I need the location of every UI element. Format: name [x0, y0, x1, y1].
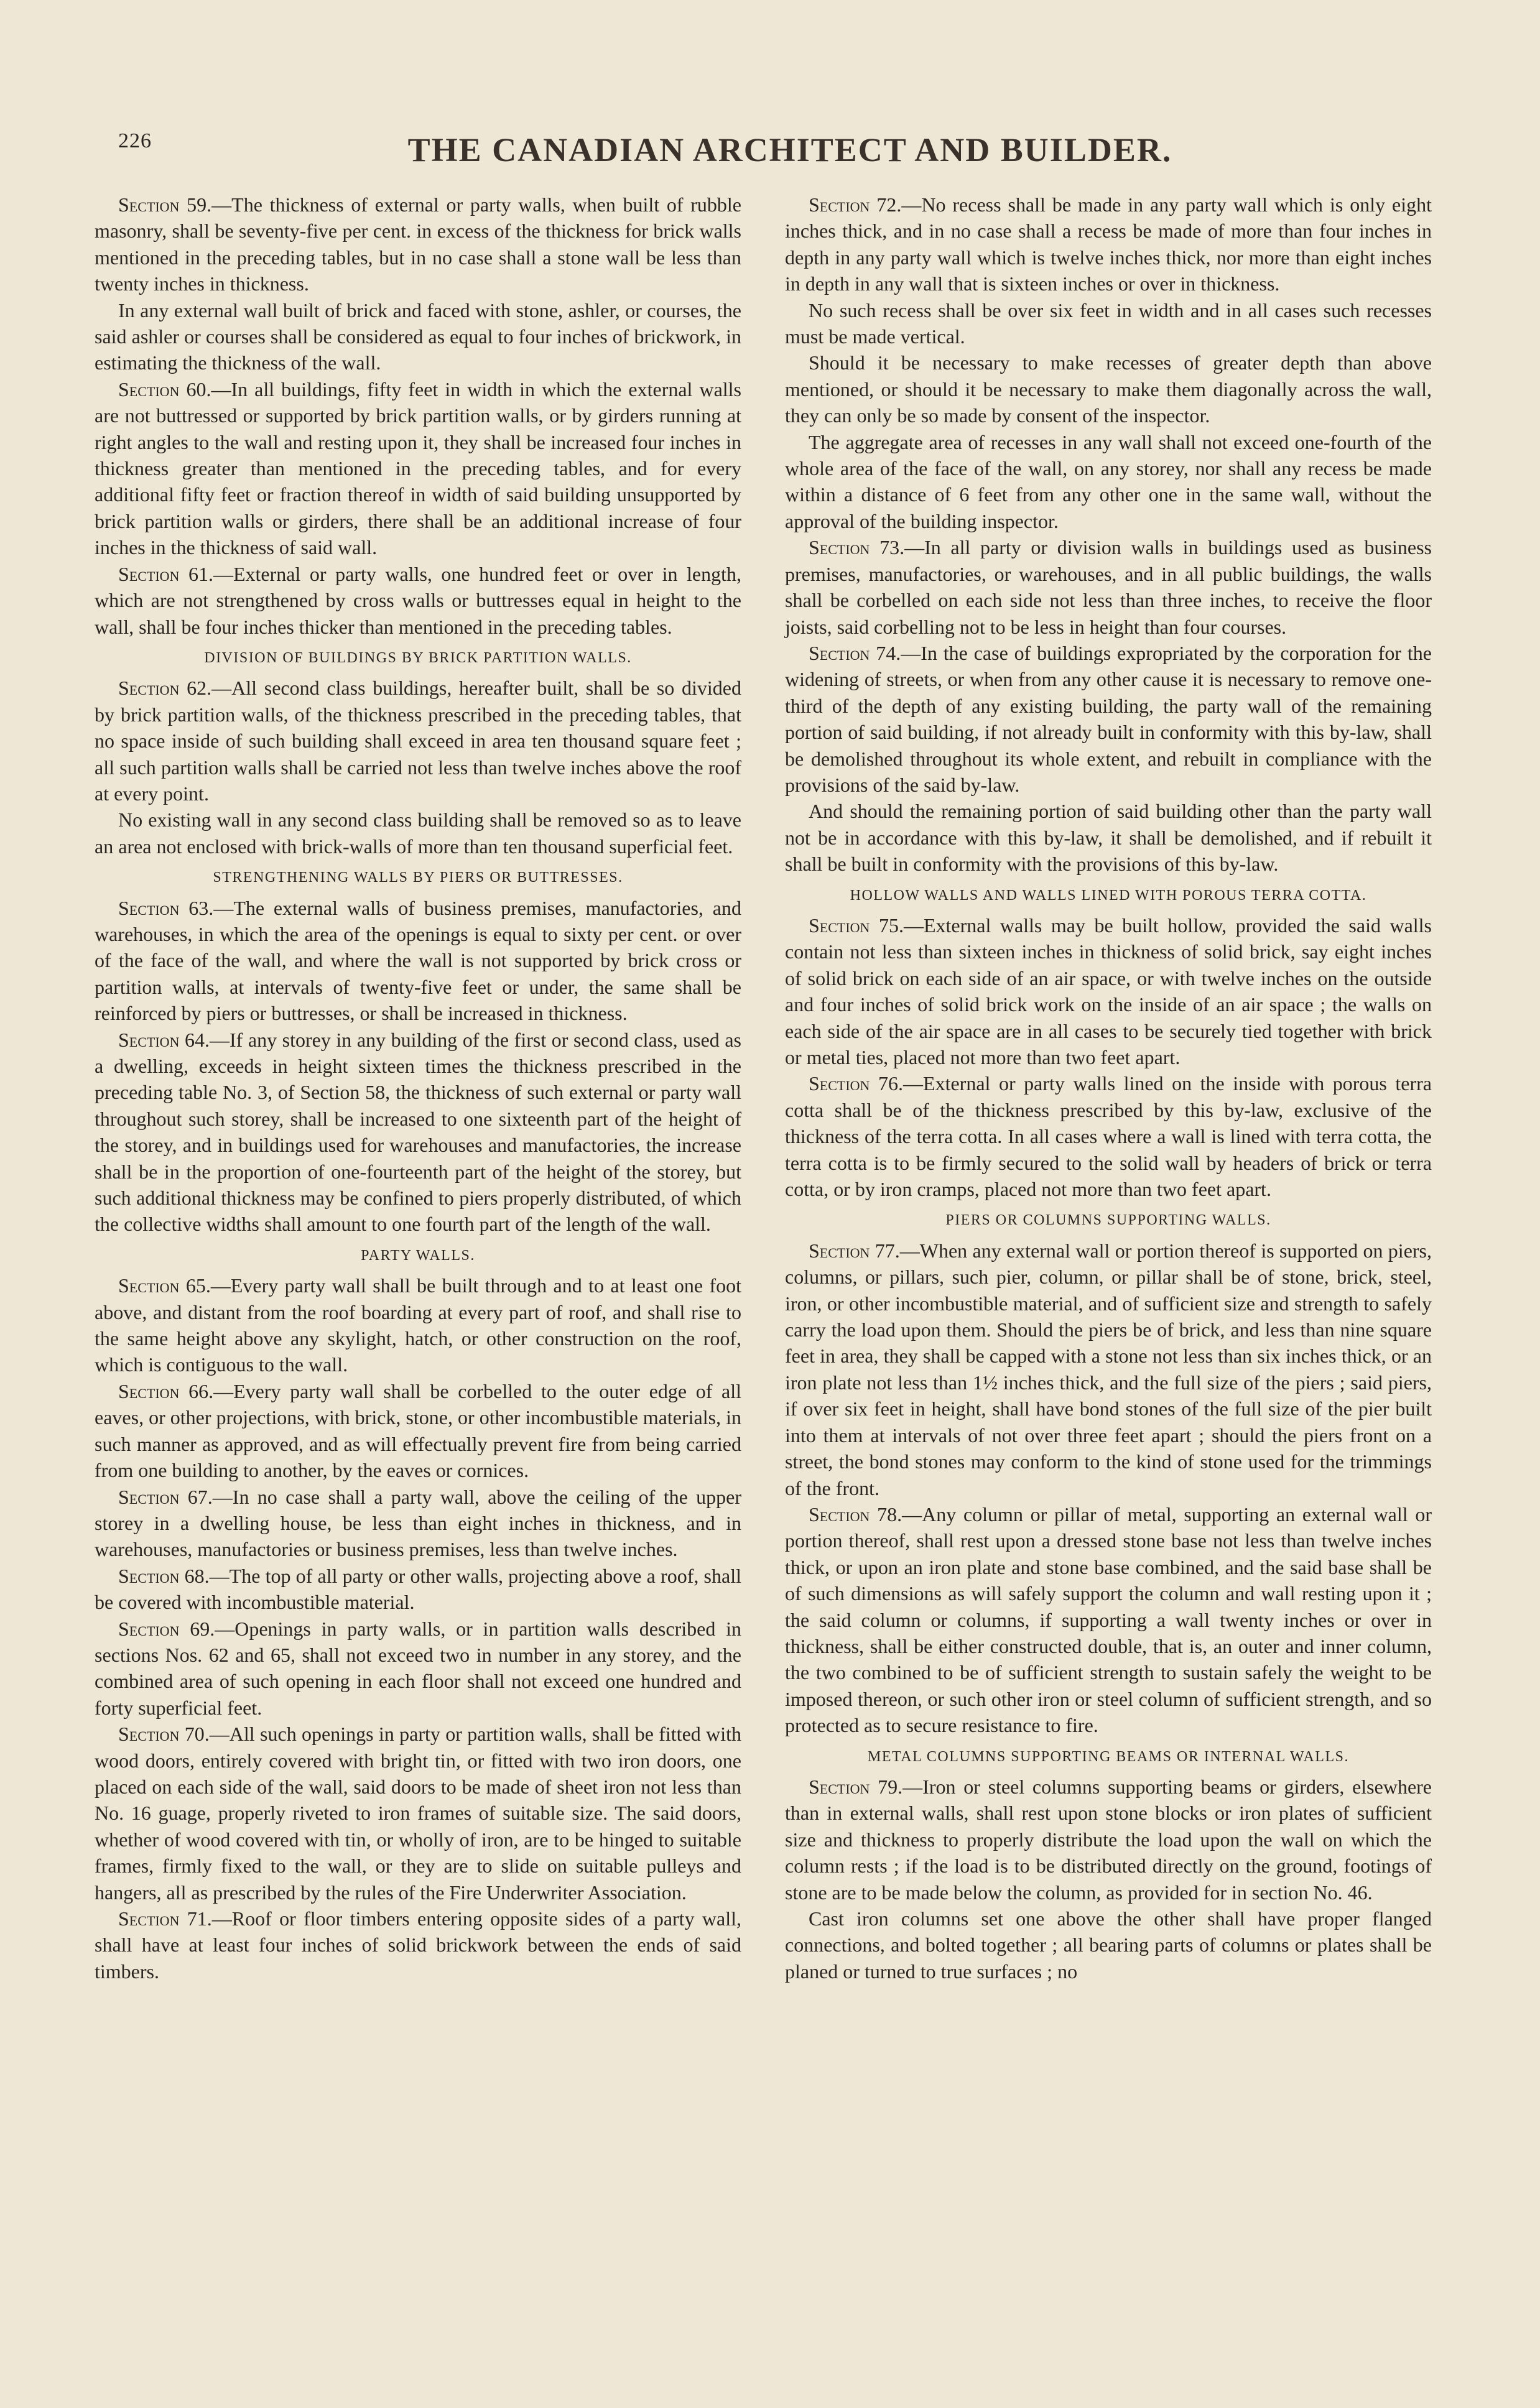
section-number: Section 70. [118, 1723, 210, 1746]
paragraph [95, 1563, 741, 1616]
paragraph [95, 1616, 741, 1721]
paragraph [785, 429, 1432, 535]
section-number: Section 68. [118, 1564, 210, 1587]
section-heading: PIERS OR COLUMNS SUPPORTING WALLS. [945, 1212, 1271, 1229]
section-heading: METAL COLUMNS SUPPORTING BEAMS OR INTERNAL WALLS. [868, 1748, 1349, 1765]
paragraph-text: In any external wall built of brick and faced with stone, ashler, or courses, the said ashler or courses shall be considered as equal to four inches of brickwork, in estimating the thickness of the wall. [95, 299, 741, 374]
paragraph-text: —All such openings in party or partition walls, shall be fitted with wood doors, entirely covered with bright tin, or fitted with two iron doors, one placed on each side of the wall, said doors to be made of sheet iron not less than No. 16 guage, properly riveted to iron frames of suitable size. The said doors, whether of wood covered with tin, or wholly of iron, are to be hinged to suitable frames, firmly fixed to the wall, or they are to slide on suitable pulleys and hangers, all as prescribed by the rules of the Fire Underwriter Association. [95, 1723, 741, 1904]
paragraph-text: Cast iron columns set one above the other shall have proper flanged connections, and bolted together ; all bearing parts of columns or plates shall be planed or turned to true surfaces ; no [785, 1907, 1432, 1983]
paragraph-text: —The top of all party or other walls, projecting above a roof, shall be covered with incombustible material. [95, 1564, 741, 1614]
paragraph [95, 297, 741, 376]
paragraph [95, 376, 741, 561]
paragraph [95, 1027, 741, 1238]
paragraph-text: No such recess shall be over six feet in width and in all cases such recesses must be made vertical. [785, 299, 1432, 348]
paragraph-text: —The external walls of business premises, manufactories, and warehouses, in which the area of the openings is equal to sixty per cent. or over of the face of the wall, and where the wall is not supported by brick cross or partition walls, at intervals of twenty-five feet or under, the same shall be reinforced by piers or buttresses, or shall be increased in thickness. [95, 896, 741, 1025]
paragraph [95, 192, 741, 297]
section-number: Section 65. [118, 1274, 211, 1297]
paragraph-text: Should it be necessary to make recesses of greater depth than above mentioned, or should it be necessary to make them diagonally across the wall, they can only be so made by consent of the inspector. [785, 351, 1432, 427]
paragraph-text: —Roof or floor timbers entering opposite sides of a party wall, shall have at least four inches of solid brickwork between the ends of said timbers. [95, 1907, 742, 1983]
paragraph-text: —When any external wall or portion thereof is supported on piers, columns, or pillars, such pier, column, or pillar shall be of stone, brick, steel, iron, or other incombustible material, and of sufficient size and strength to safely carry the load upon them. Should the piers be of brick, and less than nine square feet in area, they shall be capped with a stone not less than six inches thick, or an iron plate not less than 1½ inches thick, and the full size of the piers ; said piers, if over six feet in height, shall have bond stones of the full size of the pier built into them at intervals of not over three feet apart ; should the piers front on a street, the bond stones may conform to the kind of stone used for the trimmings of the front. [785, 1239, 1432, 1499]
section-heading: DIVISION OF BUILDINGS BY BRICK PARTITION WALLS. [204, 649, 632, 666]
left-column [95, 192, 741, 1984]
paragraph [785, 912, 1432, 1070]
section-number: Section 77. [809, 1239, 900, 1262]
paragraph [95, 807, 741, 859]
paragraph [95, 675, 741, 807]
paragraph-text: —If any storey in any building of the first or second class, used as a dwelling, exceeds in height sixteen times the thickness prescribed in the preceding table No. 3, of Section 58, the thickness of such external or party wall throughout such storey, shall be increased to one sixteenth part of the height of the storey, and in buildings used for warehouses and manufactories, the increase shall be in the proportion of one-fourteenth part of the height of the storey, but such additional thickness may be confined to piers properly distributed, of which the collective widths shall amount to one fourth part of the length of the wall. [95, 1028, 742, 1236]
page-number: 226 [118, 129, 152, 152]
paragraph-text: The aggregate area of recesses in any wall shall not exceed one-fourth of the whole area of the face of the wall, on any storey, nor shall any recess be made within a distance of 6 feet from any other one in the same wall, without the approval of the building inspector. [785, 430, 1432, 532]
paragraph-text: —External or party walls, one hundred feet or over in length, which are not strengthened by cross walls or buttresses equal in height to the wall, shall be four inches thicker than mentioned in the preceding tables. [95, 562, 742, 638]
paragraph-text: —In no case shall a party wall, above the ceiling of the upper storey in a dwelling house, be less than eight inches in thickness, and in warehouses, manufactories or business premises, less than twelve inches. [95, 1485, 742, 1561]
paragraph [785, 534, 1432, 640]
section-number: Section 66. [118, 1379, 214, 1402]
paragraph-text: —Any column or pillar of metal, supporting an external wall or portion thereof, shall rest upon a dressed stone base not less than twelve inches thick, or upon an iron plate and stone base combined, and the said base shall be of such dimensions as will safely support the column and wall resting upon it ; the said column or columns, if supporting a wall twenty inches or over in thickness, shall be either constructed double, that is, an outer and inner column, the two combined to be of sufficient strength to sustain safely the weight to be imposed thereon, or such other iron or steel column of sufficient strength, and so protected as to secure resistance to fire. [785, 1503, 1432, 1737]
paragraph [785, 350, 1432, 428]
section-number: Section 59. [118, 193, 212, 216]
paragraph [785, 297, 1432, 350]
paragraph [785, 640, 1432, 798]
paragraph [95, 1378, 741, 1484]
paragraph [785, 192, 1432, 297]
section-number: Section 60. [118, 377, 211, 401]
section-number: Section 61. [118, 562, 213, 585]
section-number: Section 75. [809, 914, 904, 937]
section-heading: STRENGTHENING WALLS BY PIERS OR BUTTRESSES. [213, 869, 623, 886]
paragraph [785, 1070, 1432, 1202]
paragraph-text: —In the case of buildings expropriated by the corporation for the widening of streets, or when from any other cause it is necessary to remove one-third of the depth of any existing building, the party wall of the remaining portion of said building, if not already built in conformity with this by-law, shall be demolished throughout its whole extent, and rebuilt in compliance with the provisions of the said by-law. [785, 641, 1432, 796]
paragraph [785, 1501, 1432, 1739]
paragraph-text: —No recess shall be made in any party wall which is only eight inches thick, and in no case shall a recess be made of more than four inches in depth in any party wall which is twelve inches thick, nor more than eight inches in depth in any wall that is sixteen inches or over in thickness. [785, 193, 1432, 295]
paragraph-text: —In all buildings, fifty feet in width in which the external walls are not buttressed or supported by brick partition walls, or by girders running at right angles to the wall and resting upon it, they shall be increased four inches in thickness greater than mentioned in the preceding tables, and for every additional fifty feet or fraction thereof in width of said building unsupported by brick partition walls or girders, there shall be an additional increase of four inches in the thickness of said wall. [95, 377, 742, 559]
section-number: Section 71. [118, 1907, 212, 1930]
section-heading: PARTY WALLS. [361, 1247, 475, 1264]
paragraph-text: —All second class buildings, hereafter built, shall be so divided by brick partition walls, of the thickness prescribed in the preceding tables, that no space inside of such building shall exceed in area ten thousand square feet ; all such partition walls shall be carried not less than twelve inches above the roof at every point. [95, 677, 741, 805]
paragraph [785, 798, 1432, 877]
paragraph-text: —External walls may be built hollow, provided the said walls contain not less than sixteen inches in thickness of solid brick, say eight inches of solid brick on each side of an air space, or with twelve inches on the outside and four inches of solid brick work on the inside of an air space ; the walls on each side of the air space are in all cases to be securely tied together with brick or metal ties, placed not more than two feet apart. [785, 914, 1432, 1068]
paragraph-text: —Openings in party walls, or in partition walls described in sections Nos. 62 and 65, shall not exceed two in number in any storey, and the combined area of such opening in each floor shall not exceed one hundred and forty superficial feet. [95, 1617, 741, 1719]
paragraph-text: —Every party wall shall be corbelled to the outer edge of all eaves, or other projections, with brick, stone, or other incombustible materials, in such manner as approved, and as will effectually prevent fire from being carried from one building to another, by the eaves or cornices. [95, 1379, 742, 1482]
section-number: Section 76. [809, 1072, 904, 1095]
paragraph [785, 1774, 1432, 1906]
section-number: Section 78. [809, 1503, 902, 1526]
section-number: Section 79. [809, 1775, 903, 1798]
paragraph [95, 561, 741, 640]
paragraph [95, 1906, 741, 1984]
paragraph-text: —Every party wall shall be built through and to at least one foot above, and distant from the roof boarding at every part of roof, and shall rise to the same height above any skylight, hatch, or other construction on the roof, which is contiguous to the wall. [95, 1274, 742, 1376]
paragraph-text: —The thickness of external or party walls, when built of rubble masonry, shall be seventy-five per cent. in excess of the thickness for brick walls mentioned in the preceding tables, but in no case shall a stone wall be less than twenty inches in thickness. [95, 193, 742, 295]
paragraph-text: —External or party walls lined on the inside with porous terra cotta shall be of the thickness prescribed by this by-law, exclusive of the thickness of the terra cotta. In all cases where a wall is lined with terra cotta, the terra cotta is to be firmly secured to the solid wall by headers of brick or terra cotta, or by iron cramps, placed not more than two feet apart. [785, 1072, 1432, 1201]
paragraph [785, 1906, 1432, 1984]
paragraph [95, 1272, 741, 1378]
paragraph [785, 1238, 1432, 1501]
section-number: Section 67. [118, 1485, 213, 1508]
paragraph-text: —Iron or steel columns supporting beams or girders, elsewhere than in external walls, shall rest upon stone blocks or iron plates of sufficient size and thickness to properly distribute the load upon the wall on which the column rests ; if the load is to be distributed directly on the ground, footings of stone are to be made below the column, as provided for in section No. 46. [785, 1775, 1432, 1904]
section-number: Section 73. [809, 536, 905, 559]
section-number: Section 63. [118, 896, 214, 919]
right-column [785, 192, 1432, 1984]
section-number: Section 72. [809, 193, 902, 216]
paragraph-text: And should the remaining portion of said building other than the party wall not be in accordance with this by-law, it shall be demolished, and if rebuilt it shall be built in conformity with the provisions of this by-law. [785, 800, 1432, 876]
section-number: Section 62. [118, 677, 212, 700]
paragraph-text: —In all party or division walls in buildings used as business premises, manufactories, or warehouses, and in all public buildings, the walls shall be corbelled on each side not less than three inches, to receive the floor joists, said corbelling not to be less in height than four courses. [785, 536, 1432, 638]
paragraph [95, 895, 741, 1027]
section-heading: HOLLOW WALLS AND WALLS LINED WITH POROUS TERRA COTTA. [850, 887, 1367, 904]
paragraph [95, 1721, 741, 1906]
section-number: Section 74. [809, 641, 901, 664]
masthead-title: THE CANADIAN ARCHITECT AND BUILDER. [407, 131, 1172, 169]
paragraph [95, 1484, 741, 1563]
section-number: Section 69. [118, 1617, 215, 1640]
section-number: Section 64. [118, 1028, 210, 1051]
paragraph-text: No existing wall in any second class building shall be removed so as to leave an area not enclosed with brick-walls of more than ten thousand superficial feet. [95, 808, 741, 858]
